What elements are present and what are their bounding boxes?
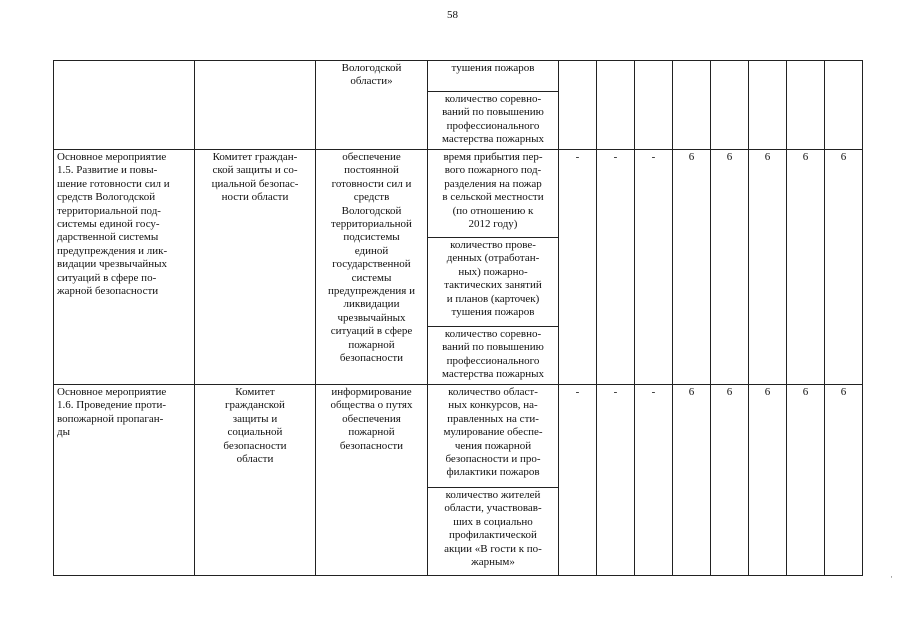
indicator-cell: количество соревно- ваний по повышению профессионального мастерства пожарных <box>428 327 559 385</box>
value-cell: 6 <box>711 385 749 576</box>
indicator-cell: тушения пожаров <box>428 61 559 92</box>
value-cell <box>787 61 825 150</box>
measure-name-cell <box>54 61 195 150</box>
table-row <box>54 61 863 92</box>
executor-cell: Комитет граждан- ской защиты и со- циальной безопас- ности области <box>195 150 316 385</box>
indicator-cell: количество соревно- ваний по повышению профессионального мастерства пожарных <box>428 92 559 150</box>
value-cell: 6 <box>749 385 787 576</box>
value-cell: 6 <box>673 150 711 385</box>
executor-cell: Комитет гражданской защиты и социальной безопасности области <box>195 385 316 576</box>
value-cell: - <box>597 150 635 385</box>
value-cell: - <box>635 150 673 385</box>
indicator-cell: количество жителей области, участвовав- ших в социально профилактической акции «В гости к по- жарным» <box>428 488 559 576</box>
result-cell: обеспечение постоянной готовности сил и средств Вологодской территориальной подсистемы единой государственной системы предупреждения и ликвидации чрезвычайных ситуаций в сфере пожарной безопасности <box>316 150 428 385</box>
value-cell <box>635 61 673 150</box>
value-cell: 6 <box>749 150 787 385</box>
value-cell <box>711 61 749 150</box>
page-number: 58 <box>447 9 458 21</box>
table-row <box>54 150 863 238</box>
value-cell <box>673 61 711 150</box>
value-cell: 6 <box>787 385 825 576</box>
value-cell: 6 <box>825 150 863 385</box>
value-cell: 6 <box>787 150 825 385</box>
value-cell: - <box>597 385 635 576</box>
value-cell: 6 <box>825 385 863 576</box>
value-cell: - <box>559 385 597 576</box>
measure-name-cell: Основное мероприятие 1.5. Развитие и повы- шение готовности сил и средств Вологодской территориальной под- системы единой госу- дарственной системы предупреждения и лик- видации чрезвычайных ситуаций в сфере по- жарной безопасности <box>54 150 195 385</box>
value-cell <box>597 61 635 150</box>
value-cell: 6 <box>673 385 711 576</box>
scan-mark: · <box>890 572 893 582</box>
program-table <box>53 60 863 576</box>
value-cell: - <box>559 150 597 385</box>
result-cell: Вологодской области» <box>316 61 428 150</box>
value-cell: - <box>635 385 673 576</box>
value-cell <box>825 61 863 150</box>
indicator-cell: количество прове- денных (отработан- ных) пожарно- тактических занятий и планов (карточек) тушения пожаров <box>428 238 559 327</box>
measure-name-cell: Основное мероприятие 1.6. Проведение проти- вопожарной пропаган- ды <box>54 385 195 576</box>
value-cell <box>749 61 787 150</box>
value-cell: 6 <box>711 150 749 385</box>
value-cell <box>559 61 597 150</box>
indicator-cell: количество област- ных конкурсов, на- правленных на сти- мулирование обеспе- чения пожарной безопасности и про- филактики пожаров <box>428 385 559 488</box>
table-row <box>54 385 863 488</box>
result-cell: информирование общества о путях обеспечения пожарной безопасности <box>316 385 428 576</box>
indicator-cell: время прибытия пер- вого пожарного под- разделения на пожар в сельской местности (по отношению к 2012 году) <box>428 150 559 238</box>
executor-cell <box>195 61 316 150</box>
